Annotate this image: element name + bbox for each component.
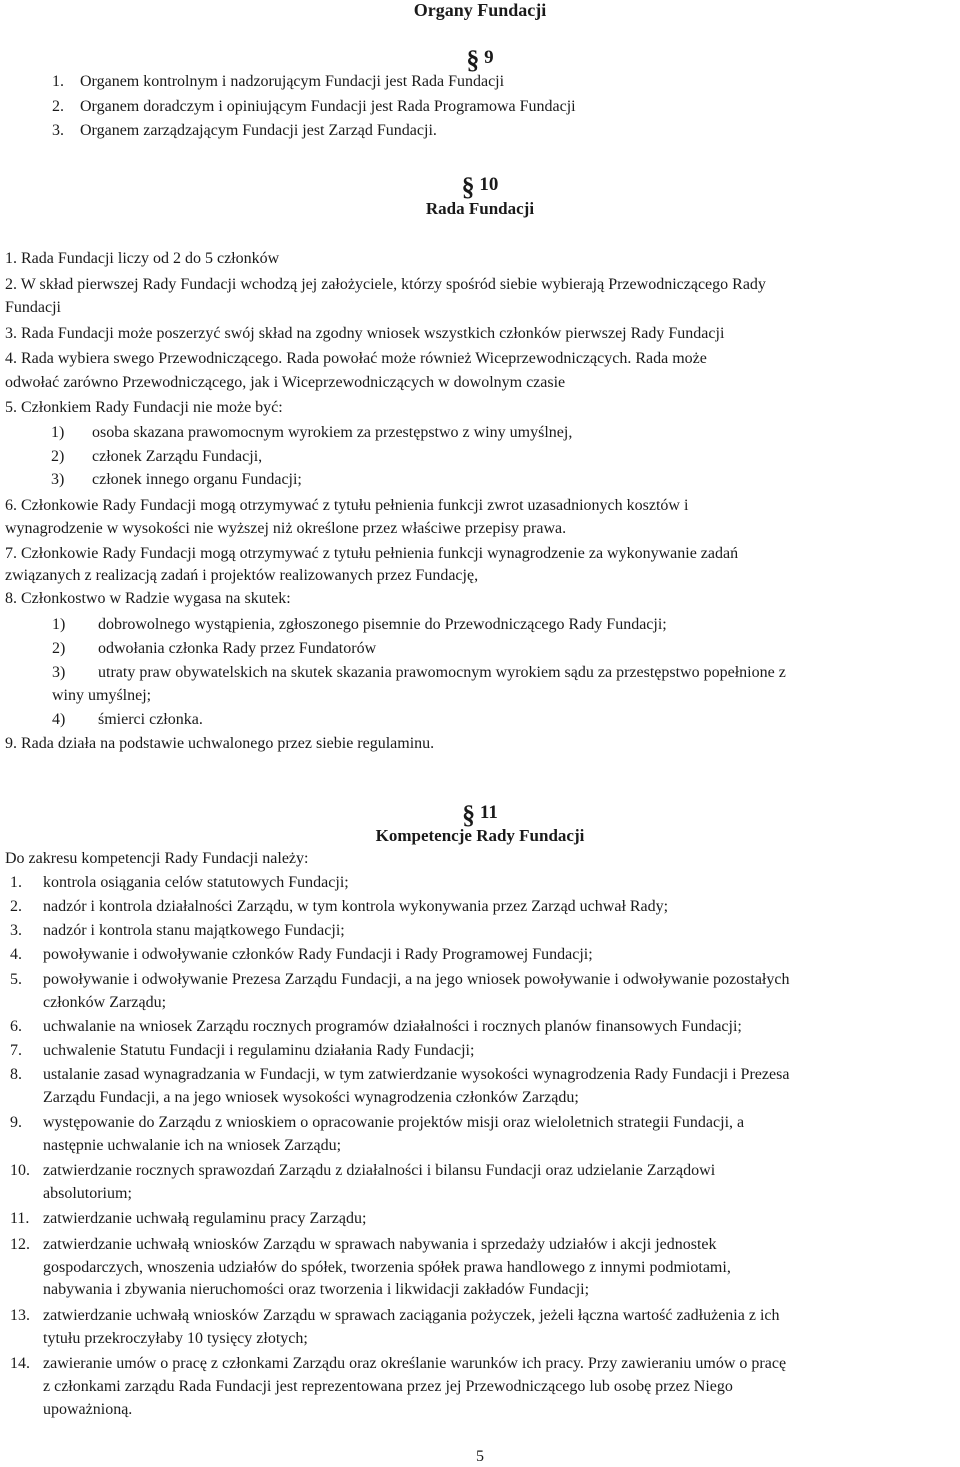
- paragraph-sign-icon: §: [466, 45, 480, 74]
- list-number: 9.: [10, 1114, 22, 1131]
- rada-item-3: 3. Rada Fundacji może poszerzyć swój skład na zgodny wniosek wszystkich członków pierwszej Rady Fundacji: [5, 325, 725, 342]
- document-page: Organy Fundacji § 9 1. Organem kontrolnym i nadzorującym Fundacji jest Rada Fundacji 2. Organem doradczym i opiniującym Fundacji jest Rada Programowa Fundacji 3. Organem zarządzającym Fundacji jest Zarząd Fundacji. § 10 Rada Fundacji 1. Rada Fundacji liczy od 2 do 5 członków 2. W skład pierwszej Rady Fundacji wchodzą jej założyciele, którzy spośród siebie wybierają Przewodniczącego Rady Fundacji 3. Rada Fundacji może poszerzyć swój skład na zgodny wniosek wszystkich członków pierwszej Rady Fundacji 4. Rada wybiera swego Przewodniczącego. Rada powołać może również Wiceprzewodniczących. Rada może odwołać zarówno Przewodniczącego, jak i Wiceprzewodniczących w dowolnym czasie 5. Członkiem Rady Fundacji nie może być: 1) osoba skazana prawomocnym wyrokiem za przestępstwo z winy umyślnej, 2) członek Zarządu Fundacji, 3) członek innego organu Fundacji; 6. Członkowie Rady Fundacji mogą otrzymywać z tytułu pełnienia funkcji zwrot uzasadnionych kosztów i wynagrodzenie w wysokości nie wyższej niż określone przez właściwe przepisy prawa. 7. Członkowie Rady Fundacji mogą otrzymywać z tytułu pełnienia funkcji wynagrodzenie za wykonywanie zadań związanych z realizacją zadań i projektów realizowanych przez Fundację, 8. Członkostwo w Radzie wygasa na skutek: 1) dobrowolnego wystąpienia, zgłoszonego pisemnie do Przewodniczącego Rady Fundacji; 2) odwołania członka Rady przez Fundatorów 3) utraty praw obywatelskich na skutek skazania prawomocnym wyrokiem sądu za przestępstwo popełnione z winy umyślnej; 4) śmierci członka. 9. Rada działa na podstawie uchwalonego przez siebie regulaminu. § 11 Kompetencje Rady Fundacji Do zakresu kompetencji Rady Fundacji należy: 1. kontrola osiągania celów statutowych Fundacji; 2. nadzór i kontrola działalności Zarządu, w tym kontrola wykonywania przez Zarząd uchwał Rady; 3. nadzór i kontrola stanu majątkowego Fundacji; 4. powoływanie i odwoływanie członków Rady Fundacji i Rady Programowej Fundacji; 5. powoływanie i odwoływanie Prezesa Zarządu Fundacji, a na jego wniosek powoływanie i odwoływanie pozostałych członków Zarządu; 6. uchwalanie na wniosek Zarządu rocznych programów działalności i rocznych planów finansowych Fundacji; 7. uchwalenie Statutu Fundacji i regulaminu działania Rady Fundacji; 8. ustalanie zasad wynagradzania w Fundacji, w tym zatwierdzanie wysokości wynagrodzenia Rady Fundacji i Prezesa Zarządu Fundacji, a na jego wniosek wysokości wynagrodzenia członków Zarządu; 9. występowanie do Zarządu z wnioskiem o opracowanie projektów misji oraz wieloletnich strategii Fundacji, a następnie uchwalanie ich na wniosek Zarządu; 10. zatwierdzanie rocznych sprawozdań Zarządu z działalności i bilansu Fundacji oraz udzielanie Zarządowi absolutorium; 11. zatwierdzanie uchwałą regulaminu pracy Zarządu; 12. zatwierdzanie uchwałą wniosków Zarządu w sprawach nabywania i sprzedaży udziałów i akcji jednostek gospodarczych, wnoszenia udziałów do spółek, tworzenia spółek prawa handlowego z innymi podmiotami, nabywania i zbywania nieruchomości oraz tworzenia i likwidacji zakładów Fundacji; 13. zatwierdzanie uchwałą wniosków Zarządu w sprawach zaciągania pożyczek, jeżeli łączna wartość zadłużenia z ich tytułu przekroczyłaby 10 tysięcy złotych; 14. zawieranie umów o pracę z członkami Zarządu oraz określanie warunków ich pracy. Przy zawieraniu umów o pracę z członkami zarządu Rada Fundacji jest reprezentowana przez jej Przewodniczącego lub osobę przez Niego upoważnioną. 5: [0, 0, 960, 1465]
- list-number: 8.: [10, 1066, 22, 1083]
- rada-item-9: 9. Rada działa na podstawie uchwalonego przez siebie regulaminu.: [5, 735, 435, 752]
- rada-item-8: 8. Członkostwo w Radzie wygasa na skutek:: [5, 590, 291, 607]
- list-text: zawieranie umów o pracę z członkami Zarządu oraz określanie warunków ich pracy. Przy zawieraniu umów o pracę: [43, 1355, 787, 1372]
- list-number: 5.: [10, 971, 22, 988]
- list-text: nadzór i kontrola działalności Zarządu, w tym kontrola wykonywania przez Zarząd uchwał Rady;: [43, 898, 669, 915]
- section-11-heading: [0, 800, 960, 829]
- list-text: absolutorium;: [43, 1185, 132, 1202]
- paragraph-sign-icon: §: [462, 800, 476, 829]
- list-text: zatwierdzanie rocznych sprawozdań Zarządu z działalności i bilansu Fundacji oraz udzielanie Zarządowi: [43, 1162, 716, 1179]
- list-number: 10.: [10, 1162, 30, 1179]
- list-text: uchwalenie Statutu Fundacji i regulaminu działania Rady Fundacji;: [43, 1042, 475, 1059]
- section-10-heading: [0, 172, 960, 201]
- list-text: zatwierdzanie uchwałą wniosków Zarządu w sprawach zaciągania pożyczek, jeżeli łączna wartość zadłużenia z ich: [43, 1307, 780, 1324]
- list-number: 1.: [10, 874, 22, 891]
- section-9-number: 9: [484, 47, 494, 68]
- page-number: 5: [476, 1448, 484, 1465]
- list-text: uchwalanie na wniosek Zarządu rocznych programów działalności i rocznych planów finansowych Fundacji;: [43, 1018, 742, 1035]
- list-text: zatwierdzanie uchwałą wniosków Zarządu w sprawach nabywania i sprzedaży udziałów i akcji jednostek: [43, 1236, 717, 1253]
- rada-item-6: 6. Członkowie Rady Fundacji mogą otrzymywać z tytułu pełnienia funkcji zwrot uzasadnionych kosztów i: [5, 497, 689, 514]
- list-text: zatwierdzanie uchwałą regulaminu pracy Zarządu;: [43, 1210, 367, 1227]
- rada-item-4: 4. Rada wybiera swego Przewodniczącego. Rada powołać może również Wiceprzewodniczących. Rada może: [5, 350, 707, 367]
- list-number: 3.: [10, 922, 22, 939]
- list-text: powoływanie i odwoływanie Prezesa Zarządu Fundacji, a na jego wniosek powoływanie i odwoływanie pozostałych: [43, 971, 790, 988]
- list-number: 14.: [10, 1355, 30, 1372]
- list-text: członków Zarządu;: [43, 994, 167, 1011]
- section-10-number: 10: [479, 174, 499, 195]
- rada-item-7: 7. Członkowie Rady Fundacji mogą otrzymywać z tytułu pełnienia funkcji wynagrodzenie za wykonywanie zadań: [5, 545, 739, 562]
- rada-item-2-cont: Fundacji: [5, 299, 61, 316]
- paragraph-sign-icon: §: [461, 172, 475, 201]
- section-11-title: Kompetencje Rady Fundacji: [375, 826, 585, 845]
- list-text: Zarządu Fundacji, a na jego wniosek wysokości wynagrodzenia członków Zarządu;: [43, 1089, 579, 1106]
- list-text: gospodarczych, wnoszenia udziałów do spółek, tworzenia spółek prawa handlowego z innymi podmiotami,: [43, 1259, 731, 1276]
- rada-item-2: 2. W skład pierwszej Rady Fundacji wchodzą jej założyciele, którzy spośród siebie wybierają Przewodniczącego Rady: [5, 276, 766, 293]
- list-text: upoważnioną.: [43, 1401, 133, 1418]
- list-text: nabywania i zbywania nieruchomości oraz tworzenia i likwidacji zakładów Fundacji;: [43, 1281, 590, 1298]
- list-text: następnie uchwalanie ich na wniosek Zarządu;: [43, 1137, 342, 1154]
- list-text: powoływanie i odwoływanie członków Rady Fundacji i Rady Programowej Fundacji;: [43, 946, 593, 963]
- list-text: występowanie do Zarządu z wnioskiem o opracowanie projektów misji oraz wieloletnich strategii Fundacji, a: [43, 1114, 745, 1131]
- rada-item-6-cont: wynagrodzenie w wysokości nie wyższej niż określone przez właściwe przepisy prawa.: [5, 520, 567, 537]
- section-9-heading: [0, 45, 960, 74]
- section-11-number: 11: [479, 802, 498, 823]
- section-title: Organy Fundacji: [413, 0, 547, 20]
- list-number: 12.: [10, 1236, 30, 1253]
- rada-item-7-cont: związanych z realizacją zadań i projektów realizowanych przez Fundację,: [5, 567, 479, 584]
- list-number: 4.: [10, 946, 22, 963]
- section-10-title: Rada Fundacji: [425, 199, 535, 218]
- list-number: 7.: [10, 1042, 22, 1059]
- list-text: kontrola osiągania celów statutowych Fundacji;: [43, 874, 349, 891]
- rada-item-4-cont: odwołać zarówno Przewodniczącego, jak i Wiceprzewodniczących w dowolnym czasie: [5, 374, 566, 391]
- list-text: tytułu przekroczyłaby 10 tysięcy złotych;: [43, 1330, 308, 1347]
- list-text: z członkami zarządu Rada Fundacji jest reprezentowana przez jej Przewodniczącego lub osobę przez Niego: [43, 1378, 733, 1395]
- rada-item-1: 1. Rada Fundacji liczy od 2 do 5 członków: [5, 250, 280, 267]
- list-number: 13.: [10, 1307, 30, 1324]
- kompetencje-intro: Do zakresu kompetencji Rady Fundacji należy:: [5, 850, 309, 867]
- rada-item-5: 5. Członkiem Rady Fundacji nie może być:: [5, 399, 283, 416]
- list-text: nadzór i kontrola stanu majątkowego Fundacji;: [43, 922, 345, 939]
- list-number: 2.: [10, 898, 22, 915]
- list-number: 11.: [10, 1210, 30, 1227]
- list-number: 6.: [10, 1018, 22, 1035]
- list-text: ustalanie zasad wynagradzania w Fundacji, w tym zatwierdzanie wysokości wynagrodzenia Rady Fundacji i Prezesa: [43, 1066, 790, 1083]
